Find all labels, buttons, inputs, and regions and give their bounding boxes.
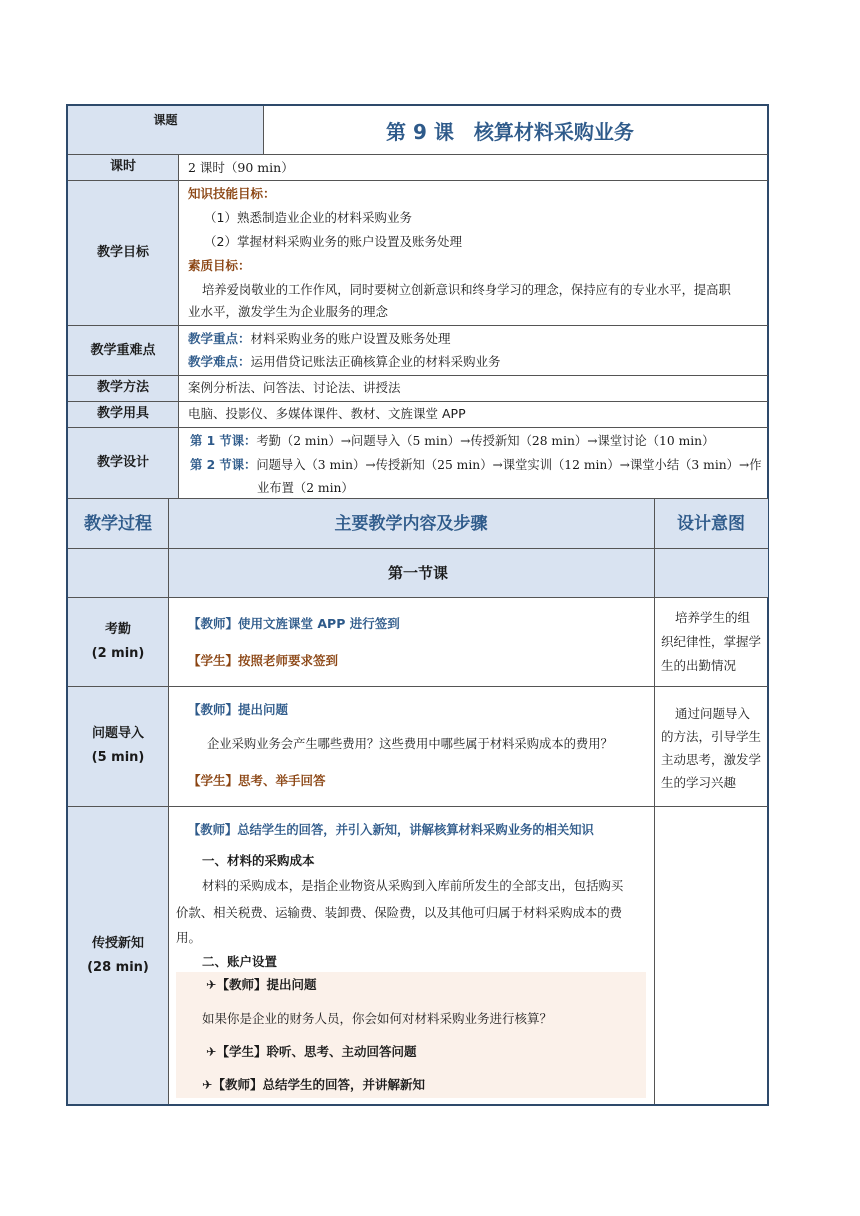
hours-value: 2 课时（90 min）	[188, 160, 294, 175]
quality-objectives-heading: 素质目标：	[188, 258, 251, 273]
subheading-account-setup: 二、账户设置	[202, 954, 278, 969]
section-title: 第一节课	[387, 564, 448, 582]
design-line-1	[190, 429, 714, 453]
question-intent-2: 的方法，引导学生	[661, 729, 762, 744]
attendance-teacher: 【教师】使用文旌课堂 APP 进行签到	[188, 616, 400, 631]
objectives-label: 教学目标	[96, 245, 149, 260]
stage-attendance-time: (2 min)	[91, 646, 145, 661]
question-intent-1: 通过问题导入	[675, 706, 751, 721]
stage-new-knowledge: 传授新知	[91, 936, 144, 951]
question-intent-4: 生的学习兴趣	[661, 775, 737, 790]
attendance-intent-2: 织纪律性，掌握学	[661, 634, 762, 649]
key-points-label: 教学重难点	[90, 342, 156, 358]
airplane-icon: ✈	[206, 1044, 217, 1059]
difficult-point-line	[188, 350, 501, 374]
design-1-text: 考勤（2 min）→问题导入（5 min）→传授新知（28 min）→课堂讨论（10 min）	[256, 434, 715, 448]
box-teacher2-text: 【教师】总结学生的回答，并讲解新知	[212, 1077, 425, 1092]
design-1-prefix: 第 1 节课：	[190, 434, 257, 448]
attendance-intent-3: 生的出勤情况	[661, 658, 737, 673]
key-point-prefix: 教学重点：	[188, 331, 251, 346]
difficult-point-prefix: 教学难点：	[188, 354, 251, 369]
airplane-icon: ✈	[202, 1077, 213, 1092]
key-point-text: 材料采购业务的账户设置及账务处理	[250, 331, 451, 346]
design-line-3: 业布置（2 min）	[257, 481, 354, 495]
method-label: 教学方法	[96, 380, 149, 395]
knowledge-objective-2: （2）掌握材料采购业务的账户设置及账务处理	[204, 234, 462, 249]
attendance-intent-1: 培养学生的组	[675, 610, 751, 625]
attendance-student: 【学生】按照老师要求签到	[188, 653, 339, 668]
key-point-line	[188, 327, 451, 351]
method-value: 案例分析法、问答法、讨论法、讲授法	[188, 380, 401, 395]
stage-question-intro: 问题导入	[91, 726, 144, 741]
box-question: 如果你是企业的财务人员，你会如何对材料采购业务进行核算？	[202, 1011, 553, 1026]
knowledge-teacher: 【教师】总结学生的回答，并引入新知，讲解核算材料采购业务的相关知识	[188, 823, 594, 837]
box-teacher-line	[206, 973, 317, 997]
stage-attendance: 考勤	[104, 622, 131, 637]
design-label: 教学设计	[96, 455, 149, 470]
quality-objective-line1: 培养爱岗敬业的工作作风，同时要树立创新意识和终身学习的理念，保持应有的专业水平，提高职	[202, 283, 731, 297]
difficult-point-text: 运用借贷记账法正确核算企业的材料采购业务	[250, 354, 501, 369]
process-col-stage: 教学过程	[84, 513, 152, 534]
question-text: 企业采购业务会产生哪些费用？这些费用中哪些属于材料采购成本的费用？	[207, 737, 613, 751]
tools-value: 电脑、投影仪、多媒体课件、教材、文旌课堂 APP	[188, 406, 466, 421]
page-title: 第 9 课 核算材料采购业务	[386, 120, 634, 144]
design-2-prefix: 第 2 节课：	[190, 458, 257, 472]
stage-column-bg	[68, 598, 168, 1104]
box-student-text: 【学生】聆听、思考、主动回答问题	[216, 1044, 417, 1059]
box-teacher2-line	[202, 1073, 425, 1097]
process-col-intent: 设计意图	[677, 513, 745, 534]
knowledge-objectives-heading: 知识技能目标：	[188, 186, 276, 201]
airplane-icon: ✈	[206, 977, 217, 992]
question-student: 【学生】思考、举手回答	[188, 773, 326, 788]
tools-label: 教学用具	[96, 406, 149, 421]
stage-new-knowledge-time: (28 min)	[87, 960, 149, 975]
design-2-text: 问题导入（3 min）→传授新知（25 min）→课堂实训（12 min）→课堂小结（3 min）→作	[256, 458, 762, 472]
box-student-line	[206, 1040, 417, 1064]
hours-label: 课时	[109, 159, 136, 174]
quality-objective-line2: 业水平，激发学生为企业服务的理念	[188, 304, 389, 319]
stage-question-intro-time: (5 min)	[91, 750, 145, 765]
topic-label: 课题	[153, 113, 178, 127]
knowledge-objective-1: （1）熟悉制造业企业的材料采购业务	[204, 210, 412, 225]
box-teacher-text: 【教师】提出问题	[216, 977, 317, 992]
process-col-content: 主要教学内容及步骤	[334, 513, 488, 534]
question-intent-3: 主动思考，激发学	[661, 752, 762, 767]
question-teacher: 【教师】提出问题	[188, 702, 289, 717]
purchase-cost-line2: 价款、相关税费、运输费、装卸费、保险费，以及其他可归属于材料采购成本的费	[176, 905, 623, 920]
subheading-purchase-cost: 一、材料的采购成本	[202, 853, 315, 868]
purchase-cost-line3: 用。	[176, 930, 202, 945]
purchase-cost-line1: 材料的采购成本，是指企业物资从采购到入库前所发生的全部支出，包括购买	[202, 878, 624, 893]
design-line-2	[190, 453, 762, 477]
